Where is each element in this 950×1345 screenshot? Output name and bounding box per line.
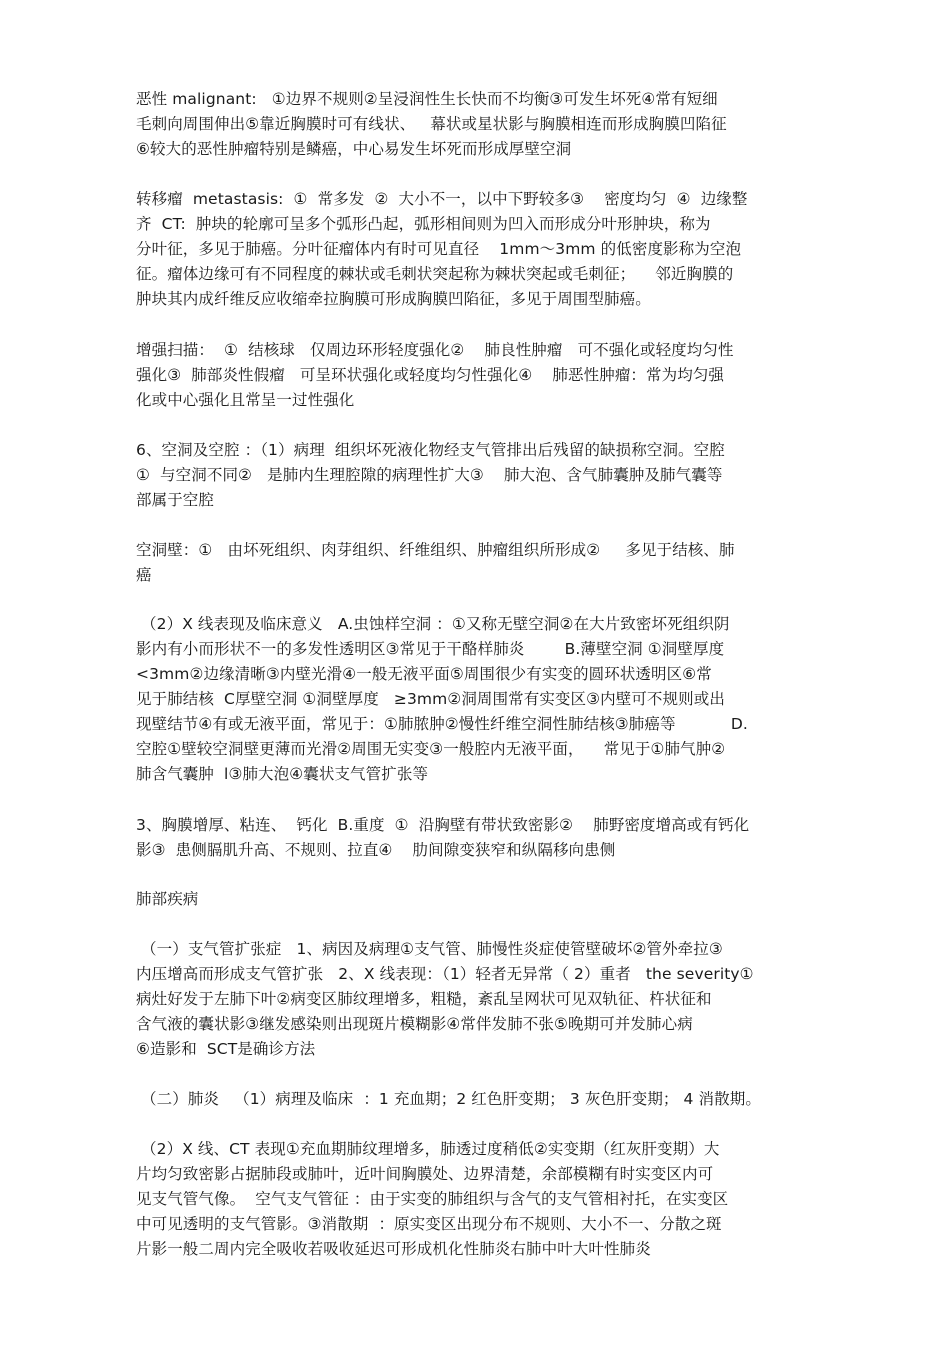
text-line: 影③ 患侧膈肌升高、不规则、拉直④ 肋间隙变狭窄和纵隔移向患侧 bbox=[136, 841, 616, 859]
text-line: 部属于空腔 bbox=[136, 491, 215, 509]
text-line: 含气液的囊状影③继发感染则出现斑片模糊影④常伴发肺不张⑤晚期可并发肺心病 bbox=[136, 1015, 693, 1033]
text-line: 强化③ 肺部炎性假瘤 可呈环状强化或轻度均匀性强化④ 肺恶性肿瘤：常为均匀强 bbox=[136, 366, 725, 384]
text-line: 转移瘤 metastasis: ① 常多发 ② 大小不一，以中下野较多③ 密度均匀 ④ 边缘整 bbox=[136, 190, 748, 208]
text-line: 片均匀致密影占据肺段或肺叶，近叶间胸膜处、边界清楚，余部模糊有时实变区内可 bbox=[136, 1165, 714, 1183]
text-line: 见支气管气像。 空气支气管征 ：由于实变的肺组织与含气的支气管相衬托，在实变区 bbox=[136, 1190, 729, 1208]
text-line: 6、空洞及空腔 ：（1）病理 组织坏死液化物经支气管排出后残留的缺损称空洞。空腔 bbox=[136, 441, 725, 459]
text-line: 肺含气囊肿 l③肺大泡④囊状支气管扩张等 bbox=[136, 765, 429, 783]
section-heading: 肺部疾病 bbox=[136, 890, 199, 908]
text-line: ① 与空洞不同② 是肺内生理腔隙的病理性扩大③ 肺大泡、含气肺囊肿及肺气囊等 bbox=[136, 466, 723, 484]
text-line: （一）支气管扩张症 1、病因及病理①支气管、肺慢性炎症使管壁破坏②管外牵拉③ bbox=[136, 940, 723, 958]
text-line: 片影一般二周内完全吸收若吸收延迟可形成机化性肺炎右肺中叶大叶性肺炎 bbox=[136, 1240, 651, 1258]
text-line: 化或中心强化且常呈一过性强化 bbox=[136, 391, 355, 409]
text-line: 增强扫描： ① 结核球 仅周边环形轻度强化② 肺良性肿瘤 可不强化或轻度均匀性 bbox=[136, 341, 734, 359]
text-line: （二）肺炎 （1）病理及临床 ：1 充血期；2 红色肝变期； 3 灰色肝变期； 4 消散期。 bbox=[136, 1090, 761, 1108]
text-line: ⑥造影和 SCT是确诊方法 bbox=[136, 1040, 316, 1058]
text-line: 内压增高而形成支气管扩张 2、X 线表现：（1）轻者无异常（ 2）重者 the severity① bbox=[136, 965, 754, 983]
text-line: 空腔①壁较空洞壁更薄而光滑②周围无实变③一般腔内无液平面， 常见于①肺气肿② bbox=[136, 740, 726, 758]
text-line: 病灶好发于左肺下叶②病变区肺纹理增多，粗糙，紊乱呈网状可见双轨征、杵状征和 bbox=[136, 990, 712, 1008]
text-line: 分叶征，多见于肺癌。分叶征瘤体内有时可见直径 1mm～3mm 的低密度影称为空泡 bbox=[136, 240, 742, 258]
text-line: 征。瘤体边缘可有不同程度的棘状或毛刺状突起称为棘状突起或毛刺征； 邻近胸膜的 bbox=[136, 265, 734, 283]
text-line: 中可见透明的支气管影。③消散期 ：原实变区出现分布不规则、大小不一、分散之斑 bbox=[136, 1215, 722, 1233]
text-line: 肿块其内成纤维反应收缩牵拉胸膜可形成胸膜凹陷征，多见于周围型肺癌。 bbox=[136, 290, 651, 308]
text-line: （2）X 线、CT 表现①充血期肺纹理增多，肺透过度稍低②实变期（红灰肝变期）大 bbox=[136, 1140, 720, 1158]
text-line: 空洞壁：① 由坏死组织、肉芽组织、纤维组织、肿瘤组织所形成② 多见于结核、肺 bbox=[136, 541, 735, 559]
text-line: 见于肺结核 C厚壁空洞 ①洞壁厚度 ≥3mm②洞周围常有实变区③内壁可不规则或出 bbox=[136, 690, 725, 708]
text-line: 癌 bbox=[136, 566, 152, 584]
text-line: 影内有小而形状不一的多发性透明区③常见于干酪样肺炎 B.薄壁空洞 ①洞壁厚度 bbox=[136, 640, 725, 658]
text-line: <3mm②边缘清晰③内壁光滑④一般无液平面⑤周围很少有实变的圆环状透明区⑥常 bbox=[136, 665, 712, 683]
text-line: 毛刺向周围伸出⑤靠近胸膜时可有线状、 幕状或星状影与胸膜相连而形成胸膜凹陷征 bbox=[136, 115, 727, 133]
text-line: 恶性 malignant: ①边界不规则②呈浸润性生长快而不均衡③可发生坏死④常有短细 bbox=[136, 90, 718, 108]
text-line: 齐 CT: 肿块的轮廓可呈多个弧形凸起，弧形相间则为凹入而形成分叶形肿块，称为 bbox=[136, 215, 711, 233]
text-line: （2）X 线表现及临床意义 A.虫蚀样空洞 ：①又称无壁空洞②在大片致密坏死组织阴 bbox=[136, 615, 730, 633]
text-line: 现壁结节④有或无液平面，常见于：①肺脓肿②慢性纤维空洞性肺结核③肺癌等 D. bbox=[136, 715, 748, 733]
text-line: 3、胸膜增厚、粘连、 钙化 B.重度 ① 沿胸壁有带状致密影② 肺野密度增高或有钙化 bbox=[136, 816, 750, 834]
text-line: ⑥较大的恶性肿瘤特别是鳞癌，中心易发生坏死而形成厚壁空洞 bbox=[136, 140, 572, 158]
